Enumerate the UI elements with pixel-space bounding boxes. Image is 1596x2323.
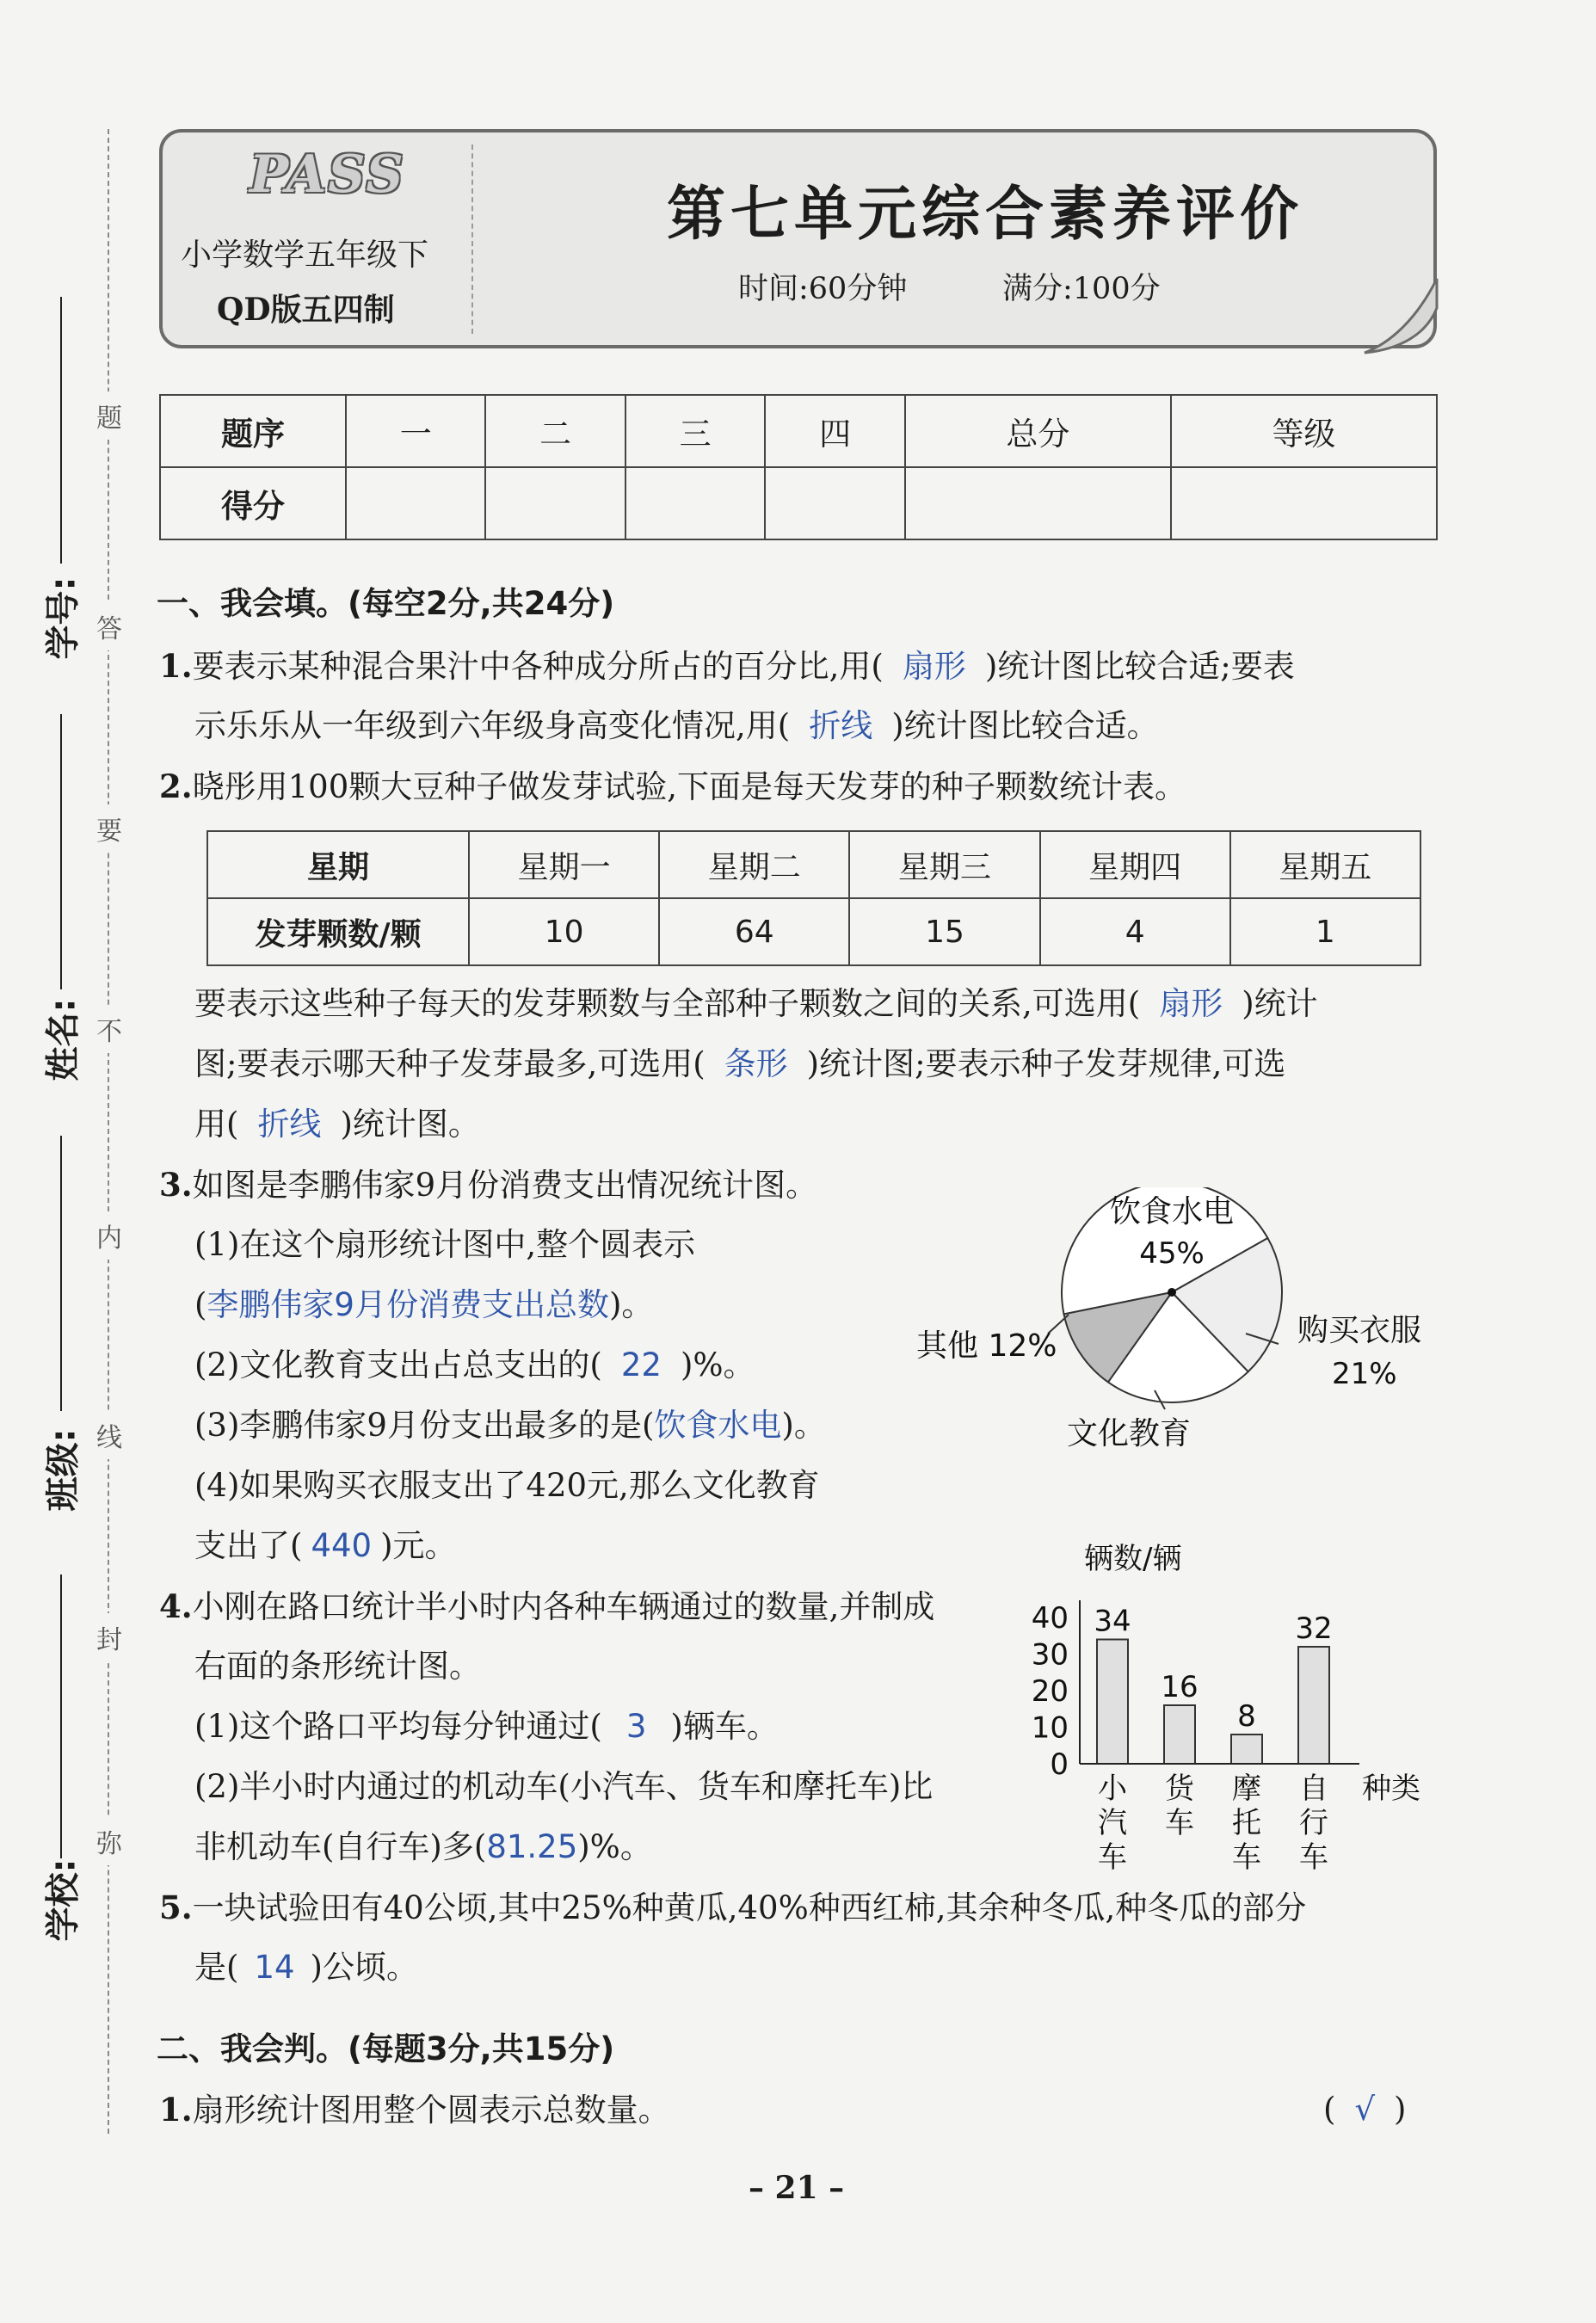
question-text: )统计图;要表示种子发芽规律,可选 bbox=[806, 1045, 1286, 1082]
question-text: 晓彤用100颗大豆种子做发芽试验,下面是每天发芽的种子颗数统计表。 bbox=[192, 768, 1187, 805]
seal-char: 线 bbox=[96, 1411, 122, 1459]
question-text: 如图是李鹏伟家9月份消费支出情况统计图。 bbox=[192, 1167, 818, 1204]
question-line bbox=[194, 1407, 826, 1445]
question-number: 3. bbox=[159, 1166, 193, 1204]
table-cell: 星期一 bbox=[469, 831, 659, 898]
x-tick-label: 车 bbox=[1299, 1840, 1328, 1875]
question-text: 非机动车(自行车)多( bbox=[194, 1828, 487, 1865]
bar-value-label: 16 bbox=[1161, 1670, 1199, 1704]
question-line bbox=[194, 1708, 779, 1746]
y-axis-title: 辆数/辆 bbox=[1084, 1542, 1182, 1576]
question-line bbox=[194, 985, 1318, 1023]
y-tick-label: 0 bbox=[1050, 1747, 1069, 1782]
question-line bbox=[159, 2091, 670, 2129]
score-input-cell[interactable] bbox=[1171, 467, 1437, 539]
question-line bbox=[194, 1828, 652, 1866]
question-text: 用( bbox=[194, 1106, 239, 1143]
pie-label: 饮食水电 bbox=[1109, 1194, 1235, 1229]
question-line: (1)在这个扇形统计图中,整个圆表示 bbox=[194, 1226, 696, 1263]
table-cell: 二 bbox=[485, 395, 625, 467]
bar-value-label: 8 bbox=[1237, 1699, 1256, 1734]
brand-logo: PASS bbox=[250, 145, 405, 205]
table-cell: 题序 bbox=[160, 395, 346, 467]
time-text: 时间:60分钟 bbox=[738, 272, 908, 306]
pie-label: 文化教育 bbox=[1067, 1416, 1192, 1451]
pie-label: 21% bbox=[1332, 1357, 1397, 1391]
y-tick-label: 10 bbox=[1031, 1710, 1069, 1746]
score-input-cell[interactable] bbox=[346, 467, 485, 539]
answer: 折线 bbox=[257, 1106, 322, 1143]
seal-char: 不 bbox=[96, 1005, 122, 1053]
question-line bbox=[159, 1889, 1306, 1927]
question-text: ( bbox=[194, 1286, 207, 1323]
bar-chart bbox=[1015, 1536, 1437, 1880]
subject-text: 小学数学五年级下 bbox=[181, 237, 429, 273]
question-text: )元。 bbox=[380, 1527, 457, 1564]
question-text: (1)这个路口平均每分钟通过( bbox=[194, 1708, 602, 1745]
y-tick-label: 20 bbox=[1031, 1674, 1069, 1709]
question-text: )。 bbox=[608, 1286, 654, 1323]
question-text: (3)李鹏伟家9月份支出最多的是( bbox=[194, 1407, 655, 1444]
answer: 折线 bbox=[809, 707, 873, 744]
table-cell: 四 bbox=[765, 395, 904, 467]
seal-char: 封 bbox=[96, 1613, 122, 1661]
table-cell: 发芽颗数/颗 bbox=[207, 898, 469, 965]
table-cell: 星期三 bbox=[849, 831, 1039, 898]
page-curl-icon bbox=[1358, 274, 1444, 356]
answer: 扇形 bbox=[1159, 985, 1223, 1022]
bar-value-label: 32 bbox=[1295, 1611, 1333, 1646]
question-text: 小刚在路口统计半小时内各种车辆通过的数量,并制成 bbox=[192, 1588, 935, 1625]
question-text: ( bbox=[1323, 2091, 1336, 2128]
bar bbox=[1298, 1647, 1329, 1764]
score-table-row bbox=[160, 395, 1437, 467]
answer: 440 bbox=[311, 1527, 373, 1564]
header-divider bbox=[471, 145, 473, 334]
table-cell: 三 bbox=[625, 395, 765, 467]
question-line: 右面的条形统计图。 bbox=[194, 1648, 481, 1685]
x-tick-label: 小 bbox=[1098, 1772, 1127, 1806]
table-cell: 星期 bbox=[207, 831, 469, 898]
table-cell: 得分 bbox=[160, 467, 346, 539]
y-tick-label: 40 bbox=[1031, 1601, 1069, 1636]
name-line[interactable] bbox=[60, 714, 62, 989]
score-input-cell[interactable] bbox=[905, 467, 1171, 539]
answer: 81.25 bbox=[486, 1828, 578, 1865]
x-tick-label: 车 bbox=[1098, 1840, 1127, 1875]
question-line: (2)半小时内通过的机动车(小汽车、货车和摩托车)比 bbox=[194, 1768, 934, 1805]
question-text: (2)文化教育支出占总支出的( bbox=[194, 1346, 602, 1383]
table-cell: 星期四 bbox=[1040, 831, 1230, 898]
score-input-cell[interactable] bbox=[485, 467, 625, 539]
pie-label: 45% bbox=[1139, 1236, 1205, 1271]
table-cell: 1 bbox=[1230, 898, 1420, 965]
x-tick-label: 车 bbox=[1165, 1806, 1194, 1840]
seal-char: 内 bbox=[96, 1211, 122, 1260]
question-text: )统计图。 bbox=[340, 1106, 480, 1143]
germination-table bbox=[206, 830, 1421, 966]
germination-table-row bbox=[207, 898, 1420, 965]
x-tick-label: 行 bbox=[1299, 1806, 1328, 1840]
bar-value-label: 34 bbox=[1094, 1604, 1131, 1639]
question-line bbox=[194, 1527, 457, 1565]
answer: √ bbox=[1354, 2091, 1376, 2128]
score-input-cell[interactable] bbox=[765, 467, 904, 539]
table-cell: 15 bbox=[849, 898, 1039, 965]
answer: 3 bbox=[625, 1708, 647, 1745]
question-line bbox=[194, 1106, 480, 1143]
question-line: (4)如果购买衣服支出了420元,那么文化教育 bbox=[194, 1467, 820, 1504]
x-tick-label: 托 bbox=[1232, 1806, 1261, 1840]
question-text: 示乐乐从一年级到六年级身高变化情况,用( bbox=[194, 707, 791, 744]
question-line bbox=[159, 767, 1186, 806]
question-text: 图;要表示哪天种子发芽最多,可选用( bbox=[194, 1045, 706, 1082]
seal-char: 弥 bbox=[96, 1817, 122, 1865]
question-text: )。 bbox=[781, 1407, 826, 1444]
table-cell: 4 bbox=[1040, 898, 1230, 965]
score-input-cell[interactable] bbox=[625, 467, 765, 539]
answer: 扇形 bbox=[902, 648, 966, 685]
question-text: 扇形统计图用整个圆表示总数量。 bbox=[192, 2092, 670, 2129]
student-id-label: 学号: bbox=[43, 576, 83, 660]
answer: 22 bbox=[620, 1346, 662, 1383]
question-line bbox=[194, 1949, 418, 1987]
section-heading: 二、我会判。(每题3分,共15分) bbox=[157, 2030, 615, 2067]
table-cell: 等级 bbox=[1171, 395, 1437, 467]
student-id-line[interactable] bbox=[60, 297, 62, 564]
question-line bbox=[159, 1166, 817, 1205]
school-label: 学校: bbox=[43, 1858, 83, 1942]
question-text: 要表示这些种子每天的发芽颗数与全部种子颗数之间的关系,可选用( bbox=[194, 985, 1141, 1022]
pie-chart bbox=[903, 1187, 1454, 1463]
bar bbox=[1097, 1640, 1128, 1765]
x-axis-title: 种类 bbox=[1362, 1772, 1420, 1806]
answer: 李鹏伟家9月份消费支出总数 bbox=[206, 1286, 609, 1323]
germination-table-row bbox=[207, 831, 1420, 898]
pie-center bbox=[1168, 1288, 1176, 1297]
page-number: – 21 – bbox=[749, 2170, 845, 2206]
question-text: )%。 bbox=[680, 1346, 755, 1383]
class-line[interactable] bbox=[60, 1136, 62, 1411]
table-cell: 64 bbox=[659, 898, 849, 965]
question-line bbox=[159, 1587, 934, 1626]
name-label: 姓名: bbox=[43, 998, 83, 1081]
table-cell: 10 bbox=[469, 898, 659, 965]
question-line bbox=[194, 1286, 653, 1324]
seal-char: 答 bbox=[96, 602, 122, 650]
page-title: 第七单元综合素养评价 bbox=[667, 180, 1304, 249]
question-text: 要表示某种混合果汁中各种成分所占的百分比,用( bbox=[192, 648, 884, 685]
answer: 14 bbox=[254, 1949, 295, 1986]
question-number: 1. bbox=[159, 647, 193, 685]
question-text: )辆车。 bbox=[670, 1708, 779, 1745]
question-text: )公顷。 bbox=[310, 1949, 418, 1986]
full-score-text: 满分:100分 bbox=[1002, 272, 1161, 306]
question-text: )%。 bbox=[577, 1828, 652, 1865]
seal-char: 题 bbox=[96, 391, 122, 440]
question-text: ) bbox=[1394, 2091, 1407, 2128]
x-tick-label: 自 bbox=[1299, 1772, 1328, 1806]
answer: 条形 bbox=[724, 1045, 788, 1082]
school-line[interactable] bbox=[60, 1574, 62, 1858]
table-cell: 星期二 bbox=[659, 831, 849, 898]
question-number: 2. bbox=[159, 767, 193, 805]
x-tick-label: 货 bbox=[1165, 1772, 1194, 1806]
table-cell: 总分 bbox=[905, 395, 1171, 467]
answer: 饮食水电 bbox=[654, 1407, 782, 1444]
x-tick-label: 汽 bbox=[1098, 1806, 1127, 1840]
question-text: 支出了( bbox=[194, 1527, 303, 1564]
x-tick-label: 车 bbox=[1232, 1840, 1261, 1875]
edition-text: QD版五四制 bbox=[217, 292, 395, 328]
question-number: 5. bbox=[159, 1889, 193, 1926]
pie-label: 其他 12% bbox=[916, 1328, 1057, 1364]
question-text: )统计 bbox=[1242, 985, 1318, 1022]
table-cell: 一 bbox=[346, 395, 485, 467]
judgment-box[interactable] bbox=[1323, 2091, 1406, 2129]
score-table bbox=[159, 394, 1438, 540]
table-cell: 星期五 bbox=[1230, 831, 1420, 898]
bar bbox=[1231, 1735, 1262, 1764]
x-tick-label: 摩 bbox=[1232, 1772, 1261, 1806]
question-text: 是( bbox=[194, 1949, 239, 1986]
question-text: )统计图比较合适;要表 bbox=[984, 648, 1295, 685]
pie-label: 购买衣服 bbox=[1297, 1313, 1422, 1348]
score-table-row bbox=[160, 467, 1437, 539]
question-line bbox=[194, 707, 1159, 745]
question-text: )统计图比较合适。 bbox=[891, 707, 1159, 744]
question-line bbox=[194, 1045, 1285, 1083]
y-tick-label: 30 bbox=[1031, 1637, 1069, 1673]
question-number: 4. bbox=[159, 1587, 193, 1625]
question-line bbox=[194, 1346, 755, 1384]
question-number: 1. bbox=[159, 2091, 193, 2129]
section-heading: 一、我会填。(每空2分,共24分) bbox=[157, 585, 615, 622]
question-text: 一块试验田有40公顷,其中25%种黄瓜,40%种西红柿,其余种冬瓜,种冬瓜的部分 bbox=[192, 1889, 1307, 1926]
seal-char: 要 bbox=[96, 804, 122, 853]
question-line bbox=[159, 647, 1295, 686]
class-label: 班级: bbox=[43, 1428, 83, 1512]
bar bbox=[1164, 1705, 1195, 1764]
